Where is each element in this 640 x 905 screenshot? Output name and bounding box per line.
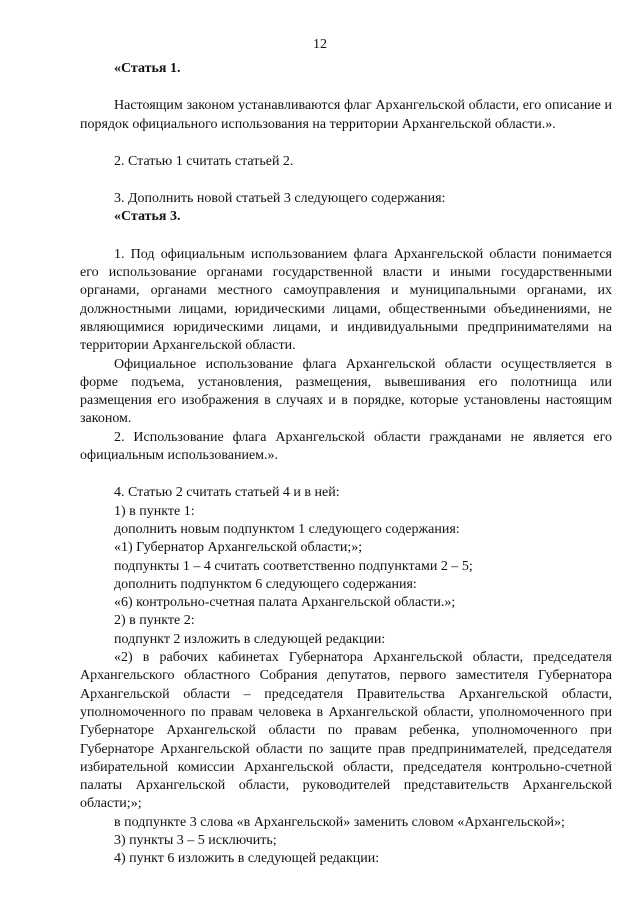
- item-4-sub-4: 4) пункт 6 изложить в следующей редакции:: [114, 851, 380, 867]
- item-4-sub-1-renumber: подпункты 1 – 4 считать соответственно подпунктами 2 – 5;: [114, 558, 473, 574]
- item-4-sub-2-new-text: «2) в рабочих кабинетах Губернатора Архангельской области, председателя Архангельского областного Собрания депутатов, первого заместителя Губернатора Архангельской области – председателя Правительства Архангельской области, уполномоченного по правам человека в Архангельской области, уполномоченного при Губернаторе Архангельской области по правам ребенка, уполномоченного при Губернаторе Архангельской области по защите прав предпринимателей, председателя избирательной комиссии Архангельской области, председателя контрольно-счетной палаты Архангельской области, руководителей представительств Архангельской области;»;: [80, 650, 612, 812]
- item-4-sub-1-new-6: «6) контрольно-счетная палата Архангельской области.»;: [114, 595, 456, 611]
- item-4-sub-2-edit: подпункт 2 изложить в следующей редакции:: [114, 631, 386, 647]
- page-number: 12: [313, 37, 327, 52]
- item-4-sub-2: 2) в пункте 2:: [114, 613, 195, 629]
- item-4-sub-1-new: «1) Губернатор Архангельской области;»;: [114, 540, 363, 556]
- item-4: 4. Статью 2 считать статьей 4 и в ней:: [114, 485, 340, 501]
- article-1-heading: «Статья 1.: [114, 61, 181, 76]
- item-4-sub-1: 1) в пункте 1:: [114, 503, 195, 519]
- article-3-clause-2: 2. Использование флага Архангельской области гражданами не является его официальным использованием.».: [80, 429, 612, 464]
- item-3: 3. Дополнить новой статьей 3 следующего содержания:: [114, 191, 446, 207]
- article-3-clause-1: 1. Под официальным использованием флага Архангельской области понимается его использование органами государственной власти и иными государственными органами, органами местного самоуправления и муниципальными органами, их должностными лицами, юридическими лицами, общественными объединениями, не являющимися юридическими лицами, и индивидуальными предпринимателями на территории Архангельской области.: [80, 246, 612, 354]
- item-4-sub-1-add-6: дополнить подпунктом 6 следующего содержания:: [114, 576, 417, 592]
- item-4-sub-1-add: дополнить новым подпунктом 1 следующего содержания:: [114, 521, 460, 537]
- document-body: [80, 60, 612, 869]
- article-3-heading: «Статья 3.: [114, 209, 181, 225]
- item-4-sub-3: 3) пункты 3 – 5 исключить;: [114, 832, 277, 848]
- item-2: 2. Статью 1 считать статьей 2.: [114, 153, 294, 169]
- article-1-text: Настоящим законом устанавливаются флаг Архангельской области, его описание и порядок официального использования на территории Архангельской области.».: [80, 98, 612, 132]
- item-4-sub-2-replace: в подпункте 3 слова «в Архангельской» заменить словом «Архангельской»;: [114, 814, 565, 830]
- article-3-clause-1-cont: Официальное использование флага Архангельской области осуществляется в форме подъема, установления, размещения, вывешивания его полотнища или размещения его изображения в случаях и в порядке, которые установлены настоящим законом.: [80, 356, 612, 427]
